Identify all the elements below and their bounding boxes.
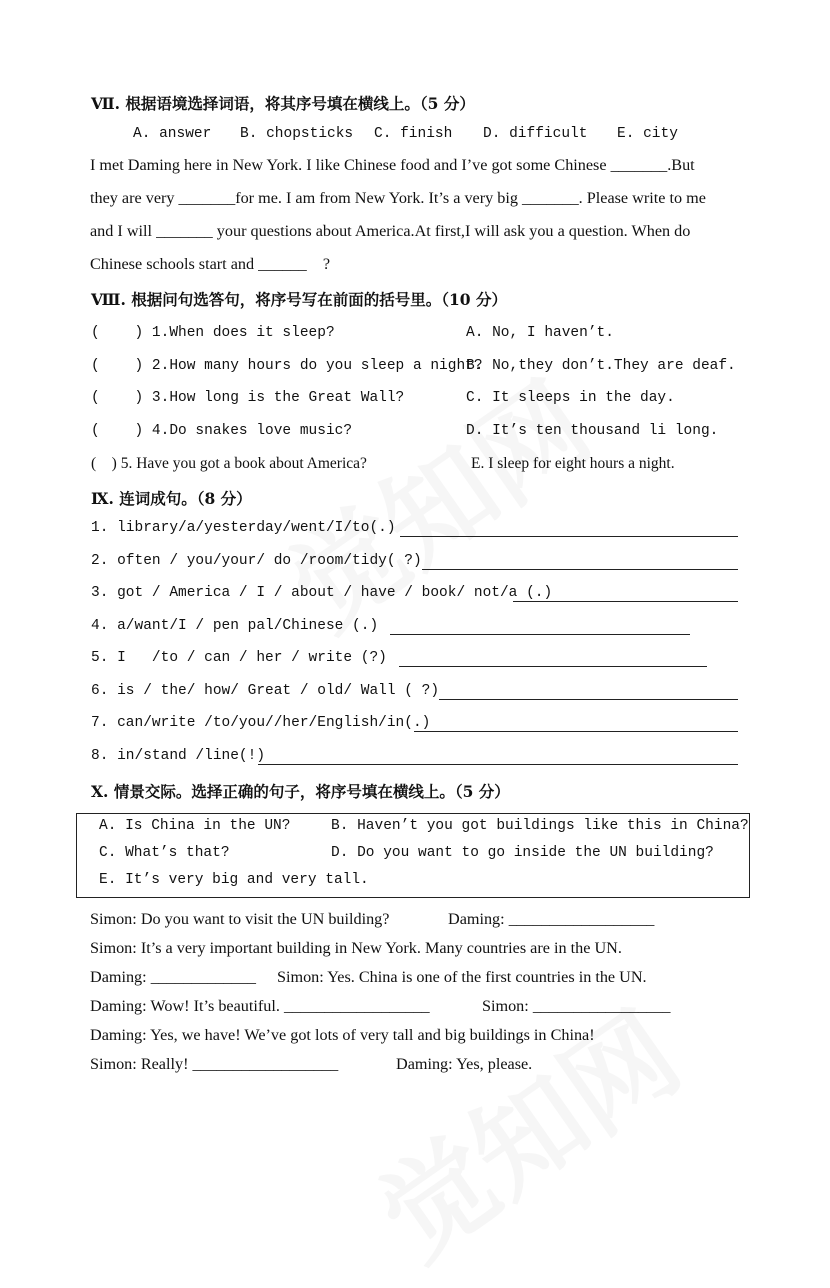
section10-option: E. It’s very big and very tall. <box>99 872 369 888</box>
section7-option: B. chopsticks <box>240 126 354 142</box>
dialogue-line: Daming: Wow! It’s beautiful. __________________ <box>90 997 430 1015</box>
watermark <box>255 340 616 659</box>
section7-passage-line: I met Daming here in New York. I like Chinese food and I’ve got some Chinese _______.But <box>90 156 695 174</box>
section9-item: 8. in/stand /line(!) <box>91 748 266 764</box>
answer-line[interactable] <box>390 634 690 635</box>
answer-line[interactable] <box>400 536 738 537</box>
section9-item: 4. a/want/I / pen pal/Chinese (.) <box>91 618 379 634</box>
section9-item: 2. often / you/your/ do /room/tidy( ?) <box>91 553 422 569</box>
section8-answer: D. It’s ten thousand li long. <box>466 423 719 439</box>
section8-question: ( ) 2.How many hours do you sleep a night? <box>91 358 483 374</box>
dialogue-line: Simon: Do you want to visit the UN building? <box>90 910 390 928</box>
section8-answer: E. I sleep for eight hours a night. <box>471 455 675 472</box>
section8-question: ( ) 4.Do snakes love music? <box>91 423 353 439</box>
section9-item: 7. can/write /to/you//her/English/in(.) <box>91 715 431 731</box>
answer-line[interactable] <box>414 731 738 732</box>
section8-answer: B. No,they don’t.They are deaf. <box>466 358 736 374</box>
section7-option: A. answer <box>133 126 212 142</box>
dialogue-line: Daming: __________________ <box>448 910 655 928</box>
dialogue-line: Daming: _____________ <box>90 968 256 986</box>
section7-heading: Ⅶ. 根据语境选择词语，将其序号填在横线上。（5 分） <box>91 94 475 113</box>
dialogue-line: Simon: It’s a very important building in New York. Many countries are in the UN. <box>90 939 622 957</box>
section8-heading: Ⅷ. 根据问句选答句，将序号写在前面的括号里。（10 分） <box>91 290 507 309</box>
section7-passage-line: Chinese schools start and ______ ? <box>90 255 331 273</box>
dialogue-line: Daming: Yes, please. <box>396 1055 533 1073</box>
section9-item: 3. got / America / I / about / have / book/ not/a (.) <box>91 585 553 601</box>
section7-option: D. difficult <box>483 126 588 142</box>
section9-item: 1. library/a/yesterday/went/I/to(.) <box>91 520 396 536</box>
answer-line[interactable] <box>513 601 738 602</box>
section9-item: 5. I /to / can / her / write (?) <box>91 650 387 666</box>
answer-line[interactable] <box>439 699 738 700</box>
section7-passage-line: and I will _______ your questions about America.At first,I will ask you a question. When do <box>90 222 691 240</box>
section9-heading: Ⅸ. 连词成句。（8 分） <box>91 489 252 508</box>
section8-question: ( ) 5. Have you got a book about America? <box>91 455 367 472</box>
section7-option: C. finish <box>374 126 453 142</box>
section8-question: ( ) 1.When does it sleep? <box>91 325 335 341</box>
dialogue-line: Simon: Really! __________________ <box>90 1055 339 1073</box>
answer-line[interactable] <box>399 666 707 667</box>
section10-option: A. Is China in the UN? <box>99 818 291 834</box>
section8-answer: C. It sleeps in the day. <box>466 390 675 406</box>
section8-answer: A. No, I haven’t. <box>466 325 614 341</box>
dialogue-line: Simon: _________________ <box>482 997 671 1015</box>
section10-option: C. What’s that? <box>99 845 230 861</box>
answer-line[interactable] <box>422 569 738 570</box>
watermark <box>345 970 706 1288</box>
section7-passage-line: they are very _______for me. I am from New York. It’s a very big _______. Please write to me <box>90 189 706 207</box>
section10-option: D. Do you want to go inside the UN building? <box>331 845 714 861</box>
answer-line[interactable] <box>258 764 738 765</box>
section9-item: 6. is / the/ how/ Great / old/ Wall ( ?) <box>91 683 440 699</box>
section10-option: B. Haven’t you got buildings like this in China? <box>331 818 749 834</box>
dialogue-line: Daming: Yes, we have! We’ve got lots of very tall and big buildings in China! <box>90 1026 595 1044</box>
dialogue-line: Simon: Yes. China is one of the first countries in the UN. <box>277 968 647 986</box>
section7-option: E. city <box>617 126 678 142</box>
section10-heading: Ⅹ. 情景交际。选择正确的句子，将序号填在横线上。（5 分） <box>91 782 510 801</box>
section8-question: ( ) 3.How long is the Great Wall? <box>91 390 405 406</box>
